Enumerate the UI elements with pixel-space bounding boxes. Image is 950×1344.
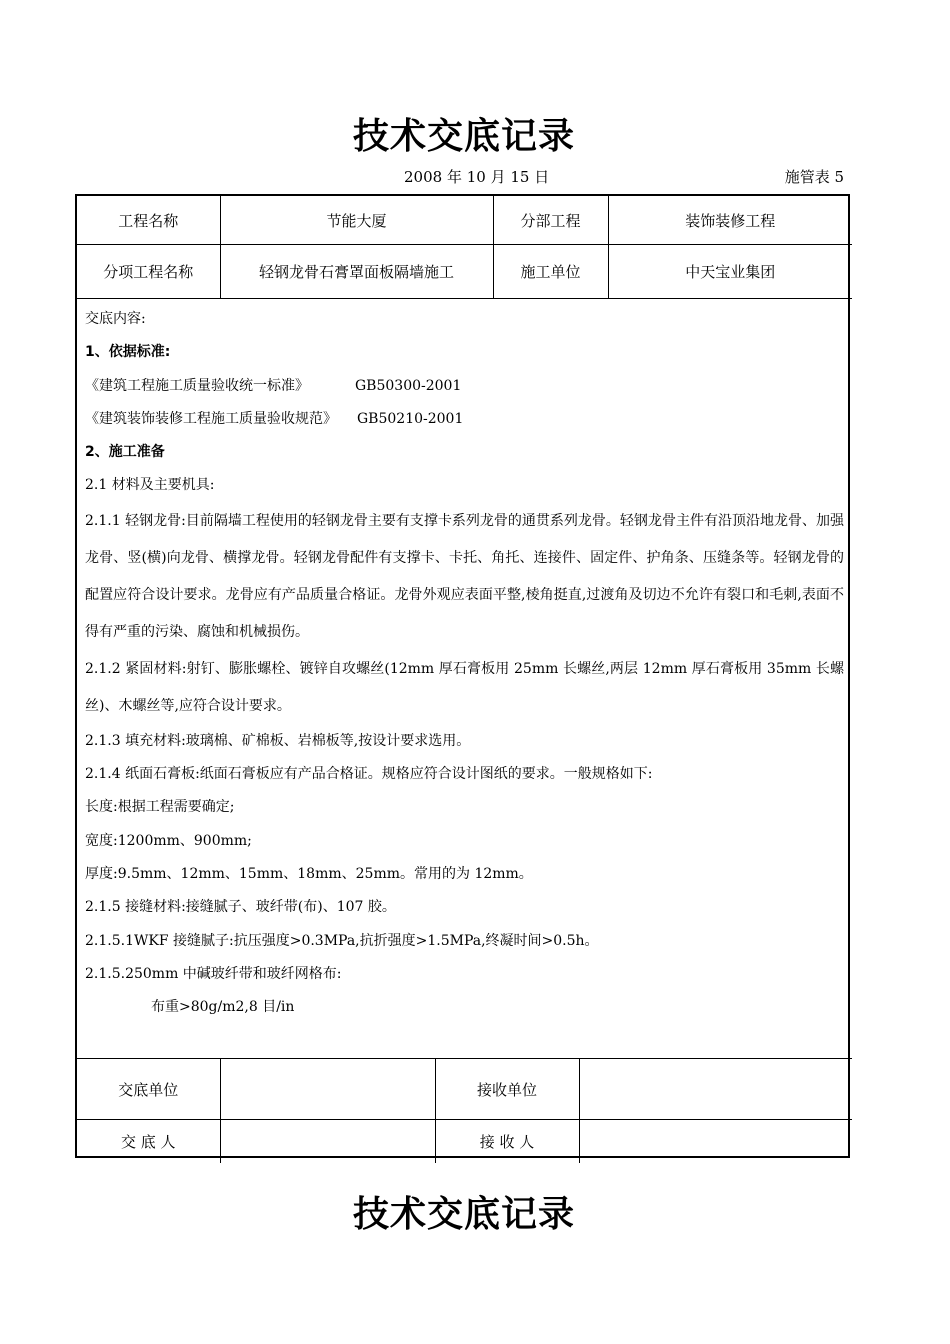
paragraph-fiberglass-tape: 2.1.5.250mm 中碱玻纤带和玻纤网格布: — [85, 965, 342, 982]
signature-table — [77, 1058, 852, 1163]
section-basis-heading: 1、依据标准: — [85, 344, 171, 361]
standard-code: GB50210-2001 — [357, 410, 464, 427]
standard-item — [85, 370, 844, 403]
spec-length: 长度:根据工程需要确定; — [85, 799, 235, 816]
standard-name: 《建筑工程施工质量验收统一标准》 — [85, 377, 309, 394]
issuer-unit-field[interactable] — [220, 1059, 435, 1120]
spec-cloth-weight: 布重>80g/m2,8 目/in — [151, 999, 295, 1016]
standard-name: 《建筑装饰装修工程施工质量验收规范》 — [85, 410, 337, 427]
division-label: 分部工程 — [493, 196, 608, 245]
table-row — [77, 1120, 852, 1164]
table-row — [77, 1059, 852, 1120]
content-heading: 交底内容: — [85, 311, 146, 327]
document-title-repeat: 技术交底记录 — [352, 1194, 575, 1235]
issuer-unit-label: 交底单位 — [77, 1059, 220, 1120]
section-preparation-heading: 2、施工准备 — [85, 444, 165, 461]
project-info-table — [77, 196, 852, 299]
document-title: 技术交底记录 — [352, 116, 575, 157]
division-value: 装饰装修工程 — [608, 196, 852, 245]
standard-code: GB50300-2001 — [355, 377, 462, 394]
table-row — [77, 245, 852, 299]
spec-thickness: 厚度:9.5mm、12mm、15mm、18mm、25mm。常用的为 12mm。 — [85, 865, 533, 882]
project-name-label: 工程名称 — [77, 196, 220, 245]
project-name-value: 节能大厦 — [220, 196, 493, 245]
contractor-value: 中天宝业集团 — [608, 245, 852, 299]
receiver-unit-field[interactable] — [579, 1059, 852, 1120]
contractor-label: 施工单位 — [493, 245, 608, 299]
subitem-label: 分项工程名称 — [77, 245, 220, 299]
standard-item — [85, 403, 844, 436]
spec-width: 宽度:1200mm、900mm; — [85, 832, 252, 849]
paragraph-gypsum-board: 2.1.4 纸面石膏板:纸面石膏板应有产品合格证。规格应符合设计图纸的要求。一般规格如下: — [85, 766, 653, 783]
document-date: 2008 年 10 月 15 日 — [404, 168, 550, 186]
paragraph-keel: 2.1.1 轻钢龙骨:目前隔墙工程使用的轻钢龙骨主要有支撑卡系列龙骨的通贯系列龙骨。轻钢龙骨主件有沿顶沿地龙骨、加强龙骨、竖(横)向龙骨、横撑龙骨。轻钢龙骨配件有支撑卡、卡托、角托、连接件、固定件、护角条、压缝条等。轻钢龙骨的配置应符合设计要求。龙骨应有产品质量合格证。龙骨外观应表面平整,棱角挺直,过渡角及切边不允许有裂口和毛刺,表面不得有严重的污染、腐蚀和机械损伤。 — [85, 512, 844, 640]
paragraph: 2.1 材料及主要机具: — [85, 477, 215, 494]
paragraph-joint-putty: 2.1.5.1WKF 接缝腻子:抗压强度>0.3MPa,抗折强度>1.5MPa,终凝时间>0.5h。 — [85, 932, 599, 949]
issuer-field[interactable] — [220, 1120, 435, 1164]
paragraph-fillers: 2.1.3 填充材料:玻璃棉、矿棉板、岩棉板等,按设计要求选用。 — [85, 732, 471, 749]
form-number: 施管表 5 — [784, 168, 844, 186]
paragraph-joint-materials: 2.1.5 接缝材料:接缝腻子、玻纤带(布)、107 胶。 — [85, 899, 396, 916]
disclosure-content — [77, 299, 848, 1058]
table-row — [77, 196, 852, 245]
record-form — [75, 194, 850, 1158]
receiver-unit-label: 接收单位 — [435, 1059, 579, 1120]
subitem-value: 轻钢龙骨石膏罩面板隔墙施工 — [220, 245, 493, 299]
receiver-label: 接 收 人 — [435, 1120, 579, 1164]
issuer-label: 交 底 人 — [77, 1120, 220, 1164]
receiver-field[interactable] — [579, 1120, 852, 1164]
paragraph-fasteners: 2.1.2 紧固材料:射钉、膨胀螺栓、镀锌自攻螺丝(12mm 厚石膏板用 25mm 长螺丝,两层 12mm 厚石膏板用 35mm 长螺丝)、木螺丝等,应符合设计要求。 — [85, 660, 844, 714]
